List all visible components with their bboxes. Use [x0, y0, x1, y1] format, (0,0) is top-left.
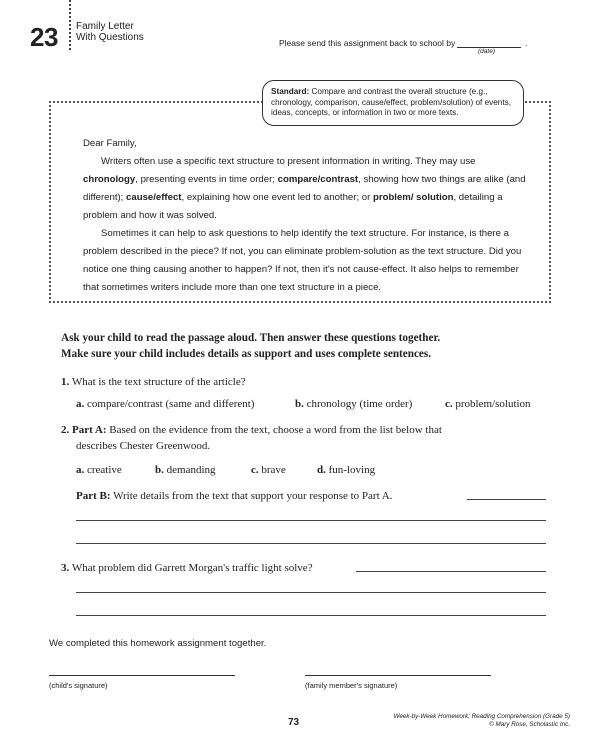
completed-statement: We completed this homework assignment together. [49, 638, 267, 649]
lesson-title [76, 21, 144, 43]
lesson-title-line2: With Questions [76, 32, 144, 43]
lesson-number: 23 [30, 22, 58, 52]
question-2-number: 2. [61, 424, 70, 436]
standard-label: Standard: [271, 87, 310, 96]
question-1-option-b[interactable]: b. chronology (time order) [295, 398, 413, 410]
letter-paragraph-1: Writers often use a specific text structure to present information in writing. They may use chronology, presenting events in time order; compare/contrast, showing how two things are alike (and different); cause/effect, explaining how one event led to another; or problem/ solution, detailing a problem and how it was solved. [83, 156, 526, 221]
question-1-text: What is the text structure of the article? [71, 376, 246, 388]
question-3-answer-line[interactable] [76, 615, 546, 616]
question-1-option-c[interactable]: c. problem/solution [445, 398, 531, 410]
header-divider [69, 0, 71, 50]
question-1-number: 1. [61, 376, 70, 388]
part-a-label: Part A: [72, 424, 107, 436]
credit-line1: Week-by-Week Homework: Reading Comprehension (Grade 5) [393, 713, 570, 720]
letter-paragraph-2: Sometimes it can help to ask questions to help identify the text structure. For instance, is there a problem described in the piece? If not, you can eliminate problem-solution as the text structure. Did you notice one thing causing another to happen? If not, then it's not cause-effect. It also helps to remember that sometimes writers include more than one text structure in a piece. [83, 228, 522, 293]
child-signature-line[interactable] [49, 675, 235, 676]
question-2-option-d[interactable]: d. fun-loving [317, 464, 376, 476]
instructions-line1: Ask your child to read the passage aloud. Then answer these questions together. [61, 332, 441, 344]
question-2-option-c[interactable]: c. brave [251, 464, 286, 476]
part-a-text: Based on the evidence from the text, choose a word from the list below that [109, 424, 442, 436]
instructions-line2: Make sure your child includes details as support and uses complete sentences. [61, 348, 432, 360]
question-2-option-a[interactable]: a. creative [76, 464, 122, 476]
credit [380, 713, 570, 729]
standard-box [262, 80, 524, 126]
question-1-option-a[interactable]: a. compare/contrast (same and different) [76, 398, 255, 410]
send-back-text: Please send this assignment back to school by [279, 38, 456, 48]
standard-text: Compare and contrast the overall structure (e.g., chronology, comparison, cause/effect, problem/solution) of events, ideas, concepts, or information in two or more texts. [271, 87, 511, 117]
question-3-answer-line[interactable] [356, 571, 546, 572]
question-3 [61, 560, 313, 576]
instructions [61, 330, 561, 362]
question-2 [61, 422, 561, 454]
part-b-answer-line[interactable] [76, 543, 546, 544]
family-signature-label: (family member's signature) [305, 681, 398, 690]
question-3-text: What problem did Garrett Morgan's traffic light solve? [71, 562, 313, 574]
send-back-period: . [525, 38, 528, 48]
family-signature-line[interactable] [305, 675, 491, 676]
lesson-title-line1: Family Letter [76, 21, 134, 32]
part-a-text-line2: describes Chester Greenwood. [76, 440, 211, 452]
letter-greeting: Dear Family, [83, 138, 137, 149]
date-label: (date) [478, 48, 495, 55]
question-1 [61, 374, 246, 390]
family-letter [83, 135, 529, 297]
part-b-label: Part B: [76, 490, 111, 502]
part-b-answer-line[interactable] [467, 499, 546, 500]
part-b [76, 488, 392, 504]
question-3-answer-line[interactable] [76, 592, 546, 593]
part-b-text: Write details from the text that support your response to Part A. [113, 490, 393, 502]
child-signature-label: (child's signature) [49, 681, 108, 690]
part-b-answer-line[interactable] [76, 520, 546, 521]
question-2-option-b[interactable]: b. demanding [155, 464, 216, 476]
credit-line2: © Mary Rose, Scholastic Inc. [489, 721, 570, 728]
question-3-number: 3. [61, 562, 70, 574]
page-number: 73 [288, 717, 300, 728]
